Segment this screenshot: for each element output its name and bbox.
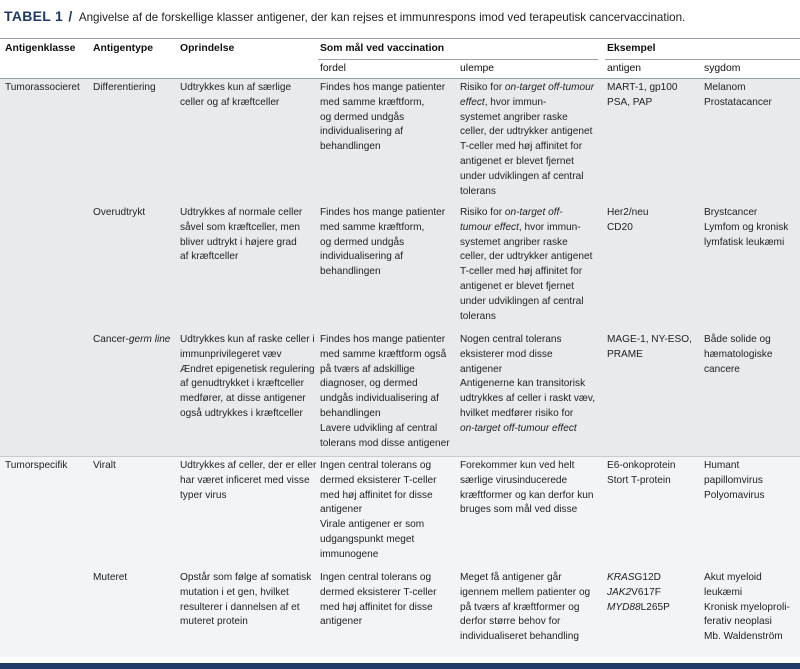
header-antigenklasse: Antigenklasse <box>5 43 76 54</box>
bottom-rule <box>0 663 800 669</box>
cell-fordel: Findes hos mange patienter med samme kræftform, og dermed undgås individualisering af behandlingen <box>320 207 446 278</box>
subheader-ulempe: ulempe <box>460 63 495 74</box>
cell-sygdom: Melanom Prostatacancer <box>704 82 772 108</box>
cell-antigen: KRASG12D JAK2V617F MYD88L265P <box>607 572 670 613</box>
rule-header-bottom <box>0 78 800 79</box>
cell-fordel: Findes hos mange patienter med samme kræftform, og dermed undgås individualisering af behandlingen <box>320 82 446 153</box>
cell-antigen: Her2/neu CD20 <box>607 207 649 233</box>
cell-ulempe: Risiko for on-target off-tumour effect, hvor immun- systemet angriber raske celler, der udtrykker antigenet T-celler med høj affinitet for antigenet er blevet fjernet under udviklingen af central tolerans <box>460 82 595 197</box>
cell-klasse-tumorspecifik: Tumorspecifik <box>5 460 68 471</box>
cell-klasse-tumorassocieret: Tumorassocieret <box>5 82 80 93</box>
cell-oprindelse: Opstår som følge af somatisk mutation i et gen, hvilket resulterer i dannelsen af et muteret protein <box>180 572 312 628</box>
cell-oprindelse: Udtrykkes kun af særlige celler og af kræftceller <box>180 82 292 108</box>
table-caption: Angivelse af de forskellige klasser antigener, der kan rejses et immunrespons imod ved terapeutisk cancervaccination. <box>78 11 686 24</box>
cell-type-muteret: Muteret <box>93 572 128 583</box>
cell-fordel: Ingen central tolerans og dermed eksisterer T-celler med høj affinitet for disse antigener Virale antigener er som udgangspunkt meget immunogene <box>320 460 437 560</box>
cell-antigen: MART-1, gp100 PSA, PAP <box>607 82 678 108</box>
cell-antigen: MAGE-1, NY-ESO, PRAME <box>607 334 692 360</box>
cell-type-viralt: Viralt <box>93 460 116 471</box>
header-eksempel: Eksempel <box>607 43 656 54</box>
cell-fordel: Ingen central tolerans og dermed eksisterer T-celler med høj affinitet for disse antigener <box>320 572 437 628</box>
cell-oprindelse: Udtrykkes kun af raske celler i immunprivilegeret væv Ændret epigenetisk regulering af genudtrykket i kræftceller medfører, at disse antigener også udtrykkes i kræftceller <box>180 334 315 419</box>
rule-group-vaccination <box>318 59 598 60</box>
subheader-fordel: fordel <box>320 63 346 74</box>
cell-type-overudtrykt: Overudtrykt <box>93 207 146 218</box>
cell-ulempe: Meget få antigener går igennem mellem patienter og på tværs af kræftformer og derfor større behov for individualiseret behandling <box>460 572 591 643</box>
table-title <box>4 9 685 25</box>
cell-ulempe: Forekommer kun ved helt særlige virusinducerede kræftformer og kan derfor kun bruges som mål ved disse <box>460 460 594 516</box>
subheader-antigen: antigen <box>607 63 642 74</box>
cell-sygdom: Brystcancer Lymfom og kronisk lymfatisk leukæmi <box>704 207 789 248</box>
table-label: TABEL 1 <box>4 8 64 24</box>
cell-fordel: Findes hos mange patienter med samme kræftform også på tværs af adskillige diagnoser, og dermed undgås individualisering af behandlingen Lavere udvikling af central tolerans mod disse antigener <box>320 334 450 449</box>
cell-sygdom: Både solide og hæmatologiske cancere <box>704 334 773 375</box>
rule-group-divider <box>0 456 800 457</box>
header-oprindelse: Oprindelse <box>180 43 235 54</box>
cell-oprindelse: Udtrykkes af normale celler såvel som kræftceller, men bliver udtrykt i højere grad af kræftceller <box>180 207 303 263</box>
cell-type-differentiering: Differentiering <box>93 82 156 93</box>
rule-group-eksempel <box>605 59 800 60</box>
cell-type-cancer-germ-line: Cancer-germ line <box>93 334 171 345</box>
cell-ulempe: Nogen central tolerans eksisterer mod disse antigener Antigenerne kan transitorisk udtrykkes af celler i raskt væv, hvilket medfører risiko for on-target off-tumour effect <box>460 334 595 434</box>
cell-antigen: E6-onkoprotein Stort T-protein <box>607 460 676 486</box>
title-separator: / <box>68 8 73 24</box>
header-som-maal: Som mål ved vaccination <box>320 43 445 54</box>
cell-oprindelse: Udtrykkes af celler, der er eller har været inficeret med visse typer virus <box>180 460 317 501</box>
cell-sygdom: Akut myeloid leukæmi Kronisk myeloproli- ferativ neoplasi Mb. Waldenström <box>704 572 790 643</box>
subheader-sygdom: sygdom <box>704 63 741 74</box>
rule-top <box>0 38 800 39</box>
header-antigentype: Antigentype <box>93 43 154 54</box>
cell-sygdom: Humant papillomvirus Polyomavirus <box>704 460 765 501</box>
cell-ulempe: Risiko for on-target off- tumour effect, hvor immun- systemet angriber raske celler, der udtrykker antigenet T-celler med høj affinitet for antigenet er blevet fjernet under udviklingen af central tolerans <box>460 207 593 322</box>
